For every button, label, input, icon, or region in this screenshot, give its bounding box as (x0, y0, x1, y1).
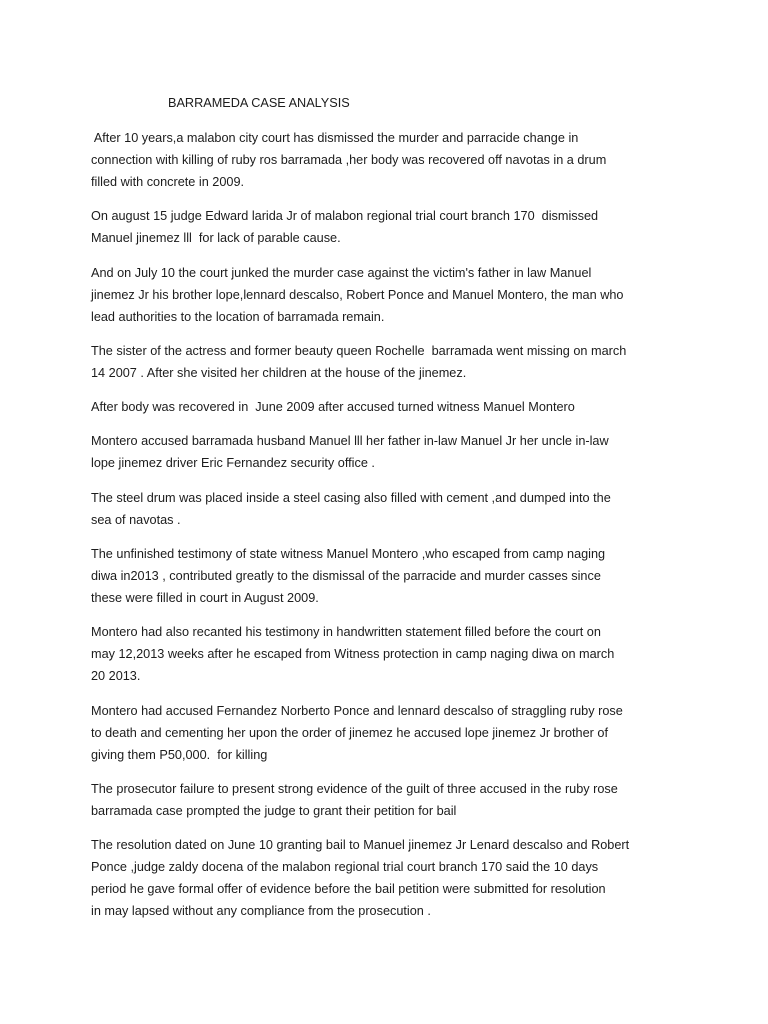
text-line: The steel drum was placed inside a steel casing also filled with cement ,and dumped into the (91, 490, 611, 505)
text-line: giving them P50,000. for killing (91, 747, 268, 762)
text-line: filled with concrete in 2009. (91, 175, 245, 189)
paragraph (91, 543, 731, 609)
paragraph (91, 487, 731, 531)
paragraph (91, 700, 731, 766)
text-line: jinemez Jr his brother lope,lennard descalso, Robert Ponce and Manuel Montero, the man who (91, 287, 624, 302)
text-line: connection with killing of ruby ros barramada ,her body was recovered off navotas in a drum (91, 153, 607, 167)
text-line: The unfinished testimony of state witness Manuel Montero ,who escaped from camp naging (91, 547, 606, 562)
text-line: The sister of the actress and former beauty queen Rochelle barramada went missing on march (91, 343, 627, 358)
text-line: to death and cementing her upon the order of jinemez he accused lope jinemez Jr brother of (91, 725, 608, 740)
text-line: lope jinemez driver Eric Fernandez security office . (91, 456, 375, 471)
text-line: 20 2013. (91, 669, 141, 684)
text-line: After 10 years,a malabon city court has dismissed the murder and parracide change in (91, 131, 579, 145)
text-line: After body was recovered in June 2009 after accused turned witness Manuel Montero (91, 400, 575, 415)
text-line: Montero accused barramada husband Manuel lll her father in-law Manuel Jr her uncle in-law (91, 434, 609, 449)
text-line: The prosecutor failure to present strong evidence of the guilt of three accused in the ruby rose (91, 781, 618, 796)
text-line: diwa in2013 , contributed greatly to the dismissal of the parracide and murder casses since (91, 569, 601, 584)
text-line: Montero had also recanted his testimony in handwritten statement filled before the court on (91, 625, 601, 640)
paragraph (91, 340, 731, 384)
paragraph (91, 621, 731, 687)
paragraph (91, 430, 731, 474)
text-line: lead authorities to the location of barramada remain. (91, 309, 385, 324)
text-line: period he gave formal offer of evidence before the bail petition were submitted for resolution (91, 882, 606, 897)
paragraph (91, 778, 731, 822)
text-line: in may lapsed without any compliance from the prosecution . (91, 904, 431, 919)
text-line: 14 2007 . After she visited her children at the house of the jinemez. (91, 365, 467, 380)
text-line: The resolution dated on June 10 granting bail to Manuel jinemez Jr Lenard descalso and Robert (91, 838, 630, 853)
text-line: On august 15 judge Edward larida Jr of malabon regional trial court branch 170 dismissed (91, 209, 599, 224)
paragraph (91, 262, 731, 328)
paragraph (91, 127, 731, 193)
text-line: Ponce ,judge zaldy docena of the malabon regional trial court branch 170 said the 10 days (91, 860, 599, 875)
paragraph (91, 396, 731, 418)
text-line: may 12,2013 weeks after he escaped from Witness protection in camp naging diwa on march (91, 647, 615, 662)
text-line: sea of navotas . (91, 512, 181, 527)
paragraph (91, 834, 731, 922)
text-line: Montero had accused Fernandez Norberto Ponce and lennard descalso of straggling ruby rose (91, 703, 623, 718)
paragraph (91, 205, 731, 249)
text-line: barramada case prompted the judge to grant their petition for bail (91, 803, 457, 818)
text-line: And on July 10 the court junked the murder case against the victim's father in law Manuel (91, 265, 592, 280)
text-line: these were filled in court in August 2009. (91, 591, 319, 606)
document-title: BARRAMEDA CASE ANALYSIS (168, 96, 350, 110)
text-line: Manuel jinemez lll for lack of parable cause. (91, 231, 341, 246)
document-body (91, 92, 731, 935)
